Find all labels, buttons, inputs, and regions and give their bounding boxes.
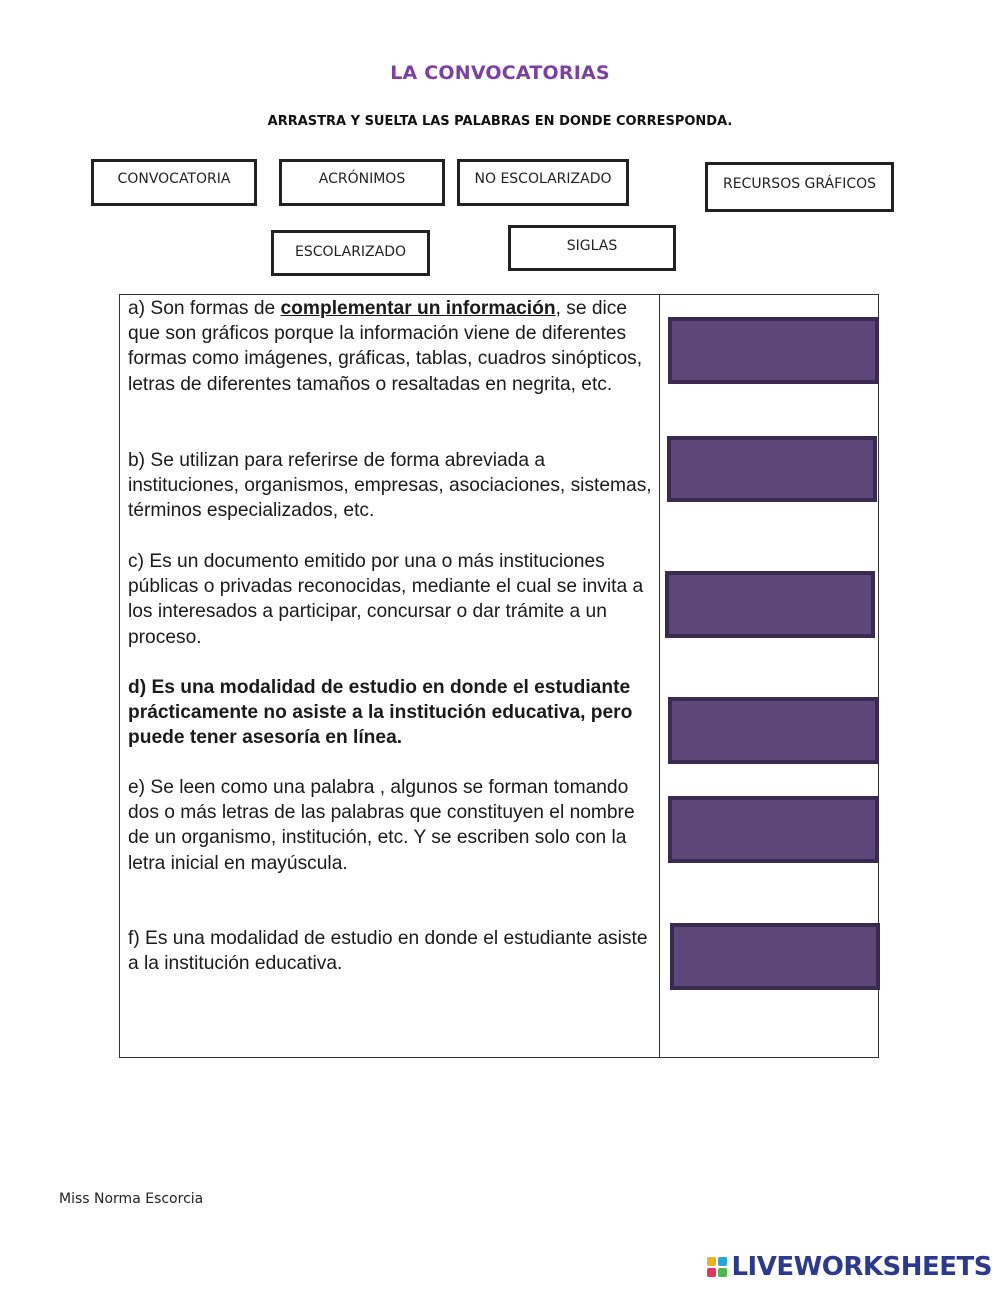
instructions: ARRASTRA Y SUELTA LAS PALABRAS EN DONDE CORRESPONDA. xyxy=(267,114,733,129)
drop-zone-d[interactable] xyxy=(668,697,879,764)
author-credit: Miss Norma Escorcia xyxy=(59,1191,204,1207)
drop-zone-c[interactable] xyxy=(665,571,875,638)
question-d: d) Es una modalidad de estudio en donde el estudiante prácticamente no asiste a la institución educativa, pero puede tener asesoría en línea. xyxy=(128,677,633,749)
page-title: LA CONVOCATORIAS xyxy=(390,62,610,84)
drag-word-no-escolarizado[interactable]: NO ESCOLARIZADO xyxy=(457,159,629,206)
question-f: f) Es una modalidad de estudio en donde el estudiante asiste a la institución educativa. xyxy=(128,928,648,975)
question-a-rest: , se dice que son gráficos porque la información viene de diferentes formas como imágenes, gráficas, tablas, cuadros sinópticos, letras de diferentes tamaños o resaltadas en negrita, etc. xyxy=(128,298,643,395)
question-a xyxy=(128,296,653,397)
drag-word-siglas[interactable]: SIGLAS xyxy=(508,225,676,271)
question-a-prefix: a) Son formas de xyxy=(128,298,281,319)
column-divider xyxy=(659,294,660,1058)
question-b: b) Se utilizan para referirse de forma abreviada a instituciones, organismos, empresas, asociaciones, sistemas, términos especializados, etc. xyxy=(128,450,652,522)
drop-zone-b[interactable] xyxy=(667,436,877,502)
question-c: c) Es un documento emitido por una o más instituciones públicas o privadas reconocidas, mediante el cual se invita a los interesados a participar, concursar o dar trámite a un proceso. xyxy=(128,551,644,648)
brand-logo[interactable] xyxy=(707,1252,992,1282)
question-a-emphasis: complementar un información xyxy=(280,298,556,319)
drop-zone-e[interactable] xyxy=(668,796,879,863)
drop-zone-a[interactable] xyxy=(668,317,879,384)
drag-word-escolarizado[interactable]: ESCOLARIZADO xyxy=(271,230,430,276)
question-e: e) Se leen como una palabra , algunos se forman tomando dos o más letras de las palabras que constituyen el nombre de un organismo, institución, etc. Y se escriben solo con la letra inicial en mayúscula. xyxy=(128,777,635,874)
drop-zone-f[interactable] xyxy=(670,923,880,990)
drag-word-recursos-graficos[interactable]: RECURSOS GRÁFICOS xyxy=(705,162,894,212)
liveworksheets-logo-icon xyxy=(707,1257,727,1277)
drag-word-convocatoria[interactable]: CONVOCATORIA xyxy=(91,159,257,206)
brand-name: LIVEWORKSHEETS xyxy=(731,1252,992,1282)
drag-word-acronimos[interactable]: ACRÓNIMOS xyxy=(279,159,445,206)
